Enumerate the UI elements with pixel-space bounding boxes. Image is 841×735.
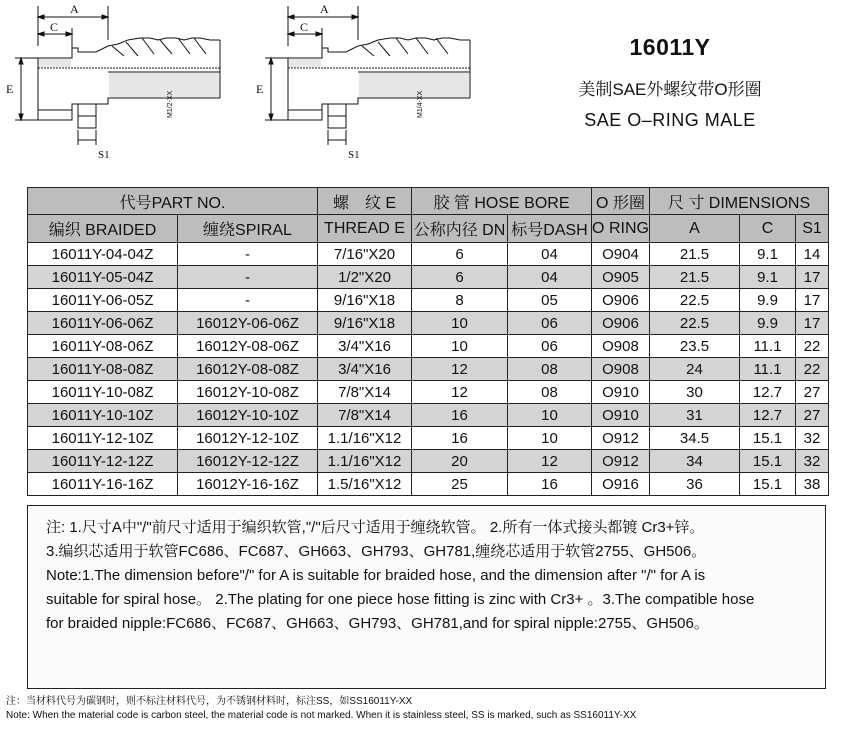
cell-a: 23.5 (650, 335, 740, 358)
cell-braided: 16011Y-10-08Z (28, 381, 178, 404)
cell-thread: 9/16"X18 (318, 312, 412, 335)
cell-s1: 17 (796, 289, 829, 312)
cell-thread: 9/16"X18 (318, 289, 412, 312)
cell-a: 30 (650, 381, 740, 404)
cell-spiral: 16012Y-12-12Z (178, 450, 318, 473)
cell-thread: 1.1/16"X12 (318, 450, 412, 473)
header-dimensions: 尺 寸 DIMENSIONS (650, 188, 829, 215)
cell-dash: 05 (508, 289, 592, 312)
header-part-no: 代号PART NO. (28, 188, 318, 215)
cell-a: 34 (650, 450, 740, 473)
table-row (28, 473, 829, 496)
cell-dash: 04 (508, 266, 592, 289)
table-row (28, 335, 829, 358)
note-line: Note:1.The dimension before"/" for A is suitable for braided hose, and the dimension after "/" for A is (46, 567, 706, 584)
cell-braided: 16011Y-05-04Z (28, 266, 178, 289)
cell-dn: 6 (412, 266, 508, 289)
dimensions-table (27, 187, 829, 496)
cell-c: 15.1 (740, 450, 796, 473)
cell-braided: 16011Y-06-05Z (28, 289, 178, 312)
fitting-drawing-spiral (250, 0, 500, 180)
cell-s1: 22 (796, 358, 829, 381)
header-c: C (740, 215, 796, 243)
cell-oring: O912 (592, 450, 650, 473)
cell-braided: 16011Y-16-16Z (28, 473, 178, 496)
footer-en: Note: When the material code is carbon steel, the material code is not marked. When it is stainless steel, SS is marked, such as SS16011Y-XX (6, 710, 637, 721)
cell-spiral: 16012Y-10-08Z (178, 381, 318, 404)
cell-oring: O906 (592, 312, 650, 335)
cell-dash: 06 (508, 335, 592, 358)
cell-oring: O910 (592, 404, 650, 427)
cell-thread: 7/16"X20 (318, 243, 412, 266)
header-dash: 标号DASH (508, 215, 592, 243)
cell-s1: 38 (796, 473, 829, 496)
cell-spiral: - (178, 289, 318, 312)
title-block (530, 30, 810, 131)
cell-c: 9.9 (740, 312, 796, 335)
cell-s1: 17 (796, 266, 829, 289)
dim-c-label: C (300, 20, 309, 34)
footer-cn: 注：当材料代号为碳钢时，则不标注材料代号，为不锈钢材料时，标注SS，如SS16011Y-XX (6, 696, 413, 707)
cell-thread: 3/4"X16 (318, 358, 412, 381)
product-code: 16011Y (629, 34, 711, 60)
cell-s1: 32 (796, 427, 829, 450)
dim-c-label: C (50, 20, 59, 34)
thread-label: M1/2-XX (167, 90, 174, 118)
cell-a: 24 (650, 358, 740, 381)
cell-c: 11.1 (740, 335, 796, 358)
cell-dash: 08 (508, 358, 592, 381)
cell-spiral: 16012Y-06-06Z (178, 312, 318, 335)
cell-spiral: 16012Y-08-06Z (178, 335, 318, 358)
table-row (28, 243, 829, 266)
header-thread-cn: 螺 纹 E (318, 188, 412, 215)
table-row (28, 266, 829, 289)
cell-c: 9.1 (740, 243, 796, 266)
cell-braided: 16011Y-06-06Z (28, 312, 178, 335)
dim-s1-label: S1 (348, 149, 360, 161)
cell-a: 21.5 (650, 243, 740, 266)
dim-a-label: A (320, 2, 329, 16)
header-spiral: 缠绕SPIRAL (178, 215, 318, 243)
note-line: 3.编织芯适用于软管FC686、FC687、GH663、GH793、GH781,缠绕芯适用于软管2755、GH506。 (46, 543, 707, 560)
fitting-drawing-braided (0, 0, 250, 180)
notes-box (27, 505, 826, 689)
cell-spiral: 16012Y-16-16Z (178, 473, 318, 496)
cell-oring: O905 (592, 266, 650, 289)
cell-dn: 8 (412, 289, 508, 312)
cell-thread: 1.1/16"X12 (318, 427, 412, 450)
cell-a: 21.5 (650, 266, 740, 289)
cell-oring: O906 (592, 289, 650, 312)
cell-dn: 25 (412, 473, 508, 496)
header-oring: O RING (592, 215, 650, 243)
thread-label: M1/4-XX (417, 90, 424, 118)
cell-a: 22.5 (650, 312, 740, 335)
cell-dn: 10 (412, 335, 508, 358)
cell-c: 11.1 (740, 358, 796, 381)
cell-dn: 12 (412, 358, 508, 381)
cell-oring: O916 (592, 473, 650, 496)
dim-e-label: E (256, 82, 264, 96)
cell-c: 15.1 (740, 427, 796, 450)
header-braided: 编织 BRAIDED (28, 215, 178, 243)
header-oring-cn: O 形圈 (592, 188, 650, 215)
cell-c: 12.7 (740, 404, 796, 427)
cell-thread: 7/8"X14 (318, 404, 412, 427)
cell-braided: 16011Y-08-08Z (28, 358, 178, 381)
cell-oring: O912 (592, 427, 650, 450)
cell-c: 15.1 (740, 473, 796, 496)
cell-c: 9.1 (740, 266, 796, 289)
note-line: suitable for spiral hose。 2.The plating for one piece hose fitting is zinc with Cr3+ 。3.The compatible hose (46, 591, 755, 608)
cell-oring: O904 (592, 243, 650, 266)
cell-oring: O910 (592, 381, 650, 404)
cell-s1: 32 (796, 450, 829, 473)
title-english: SAE O–RING MALE (584, 110, 756, 130)
cell-a: 31 (650, 404, 740, 427)
table-row (28, 358, 829, 381)
table-row (28, 427, 829, 450)
cell-spiral: - (178, 243, 318, 266)
dim-s1-label: S1 (98, 149, 110, 161)
cell-s1: 27 (796, 381, 829, 404)
cell-thread: 1/2"X20 (318, 266, 412, 289)
cell-thread: 7/8"X14 (318, 381, 412, 404)
cell-a: 34.5 (650, 427, 740, 450)
cell-s1: 22 (796, 335, 829, 358)
cell-a: 36 (650, 473, 740, 496)
dim-a-label: A (70, 2, 79, 16)
cell-dash: 16 (508, 473, 592, 496)
table-row (28, 289, 829, 312)
cell-dn: 16 (412, 404, 508, 427)
footer-note (6, 695, 636, 723)
note-line: 注: 1.尺寸A中"/"前尺寸适用于编织软管,"/"后尺寸适用于缠绕软管。 2.所有一体式接头都镀 Cr3+锌。 (46, 519, 705, 536)
cell-dn: 16 (412, 427, 508, 450)
cell-dash: 06 (508, 312, 592, 335)
cell-c: 12.7 (740, 381, 796, 404)
cell-s1: 17 (796, 312, 829, 335)
cell-spiral: 16012Y-12-10Z (178, 427, 318, 450)
table-row (28, 450, 829, 473)
cell-c: 9.9 (740, 289, 796, 312)
cell-spiral: 16012Y-08-08Z (178, 358, 318, 381)
title-chinese: 美制SAE外螺纹带O形圈 (578, 80, 762, 99)
cell-braided: 16011Y-08-06Z (28, 335, 178, 358)
cell-dn: 20 (412, 450, 508, 473)
cell-spiral: 16012Y-10-10Z (178, 404, 318, 427)
cell-oring: O908 (592, 358, 650, 381)
cell-spiral: - (178, 266, 318, 289)
cell-dash: 08 (508, 381, 592, 404)
table-row (28, 381, 829, 404)
dim-e-label: E (6, 82, 14, 96)
cell-dash: 10 (508, 404, 592, 427)
header-dn: 公称内径 DN (412, 215, 508, 243)
table-row (28, 312, 829, 335)
cell-s1: 27 (796, 404, 829, 427)
cell-oring: O908 (592, 335, 650, 358)
cell-braided: 16011Y-04-04Z (28, 243, 178, 266)
cell-s1: 14 (796, 243, 829, 266)
cell-dash: 04 (508, 243, 592, 266)
cell-dn: 6 (412, 243, 508, 266)
cell-thread: 1.5/16"X12 (318, 473, 412, 496)
cell-braided: 16011Y-12-12Z (28, 450, 178, 473)
header-s1: S1 (796, 215, 829, 243)
table-row (28, 404, 829, 427)
cell-dn: 10 (412, 312, 508, 335)
cell-dash: 12 (508, 450, 592, 473)
cell-braided: 16011Y-12-10Z (28, 427, 178, 450)
note-line: for braided nipple:FC686、FC687、GH663、GH793、GH781,and for spiral nipple:2755、GH506。 (46, 615, 709, 632)
header-hose-bore: 胶 管 HOSE BORE (412, 188, 592, 215)
cell-thread: 3/4"X16 (318, 335, 412, 358)
cell-dn: 12 (412, 381, 508, 404)
cell-dash: 10 (508, 427, 592, 450)
cell-a: 22.5 (650, 289, 740, 312)
header-thread: THREAD E (318, 215, 412, 243)
header-a: A (650, 215, 740, 243)
cell-braided: 16011Y-10-10Z (28, 404, 178, 427)
